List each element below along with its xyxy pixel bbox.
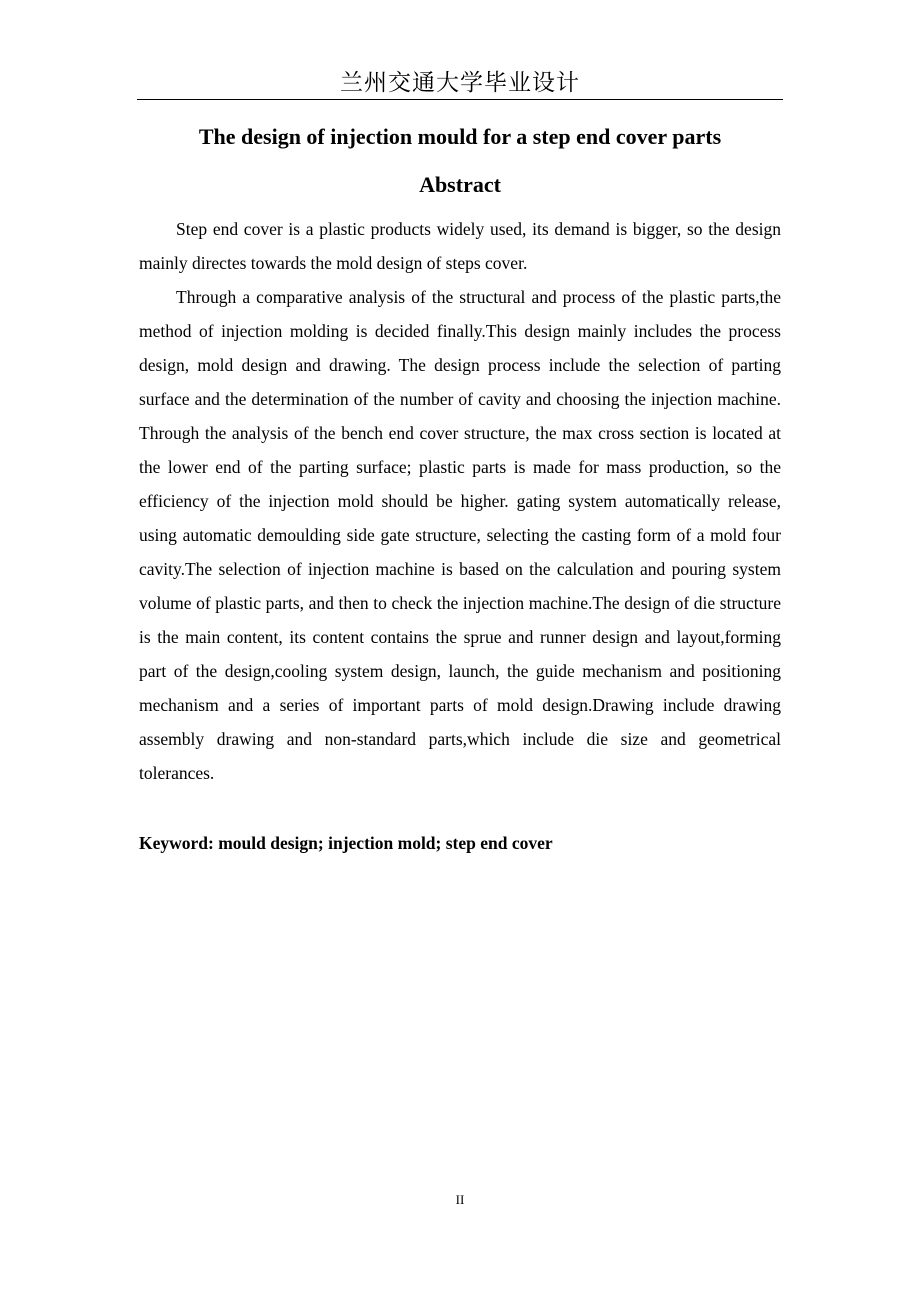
- document-title: The design of injection mould for a step end cover parts: [198, 124, 722, 149]
- abstract-body: [139, 212, 781, 790]
- page-header-title: 兰州交通大学毕业设计: [340, 70, 580, 96]
- abstract-paragraph-2: Through a comparative analysis of the structural and process of the plastic parts,the method of injection molding is decided finally.This design mainly includes the process design, mold design and drawing. The design process include the selection of parting surface and the determination of the number of cavity and choosing the injection machine. Through the analysis of the bench end cover structure, the max cross section is located at the lower end of the parting surface; plastic parts is made for mass production, so the efficiency of the injection mold should be higher. gating system automatically release, using automatic demoulding side gate structure, selecting the casting form of a mold four cavity.The selection of injection machine is based on the calculation and pouring system volume of plastic parts, and then to check the injection machine.The design of die structure is the main content, its content contains the sprue and runner design and layout,forming part of the design,cooling system design, launch, the guide mechanism and positioning mechanism and a series of important parts of mold design.Drawing include drawing assembly drawing and non-standard parts,which include die size and geometrical tolerances.: [139, 287, 781, 783]
- header-divider: [137, 99, 783, 100]
- page-number: II: [455, 1192, 465, 1207]
- abstract-heading: Abstract: [419, 172, 501, 197]
- abstract-paragraph-1: Step end cover is a plastic products widely used, its demand is bigger, so the design mainly directes towards the mold design of steps cover.: [139, 219, 781, 273]
- keywords-line: Keyword: mould design; injection mold; step end cover: [139, 833, 553, 853]
